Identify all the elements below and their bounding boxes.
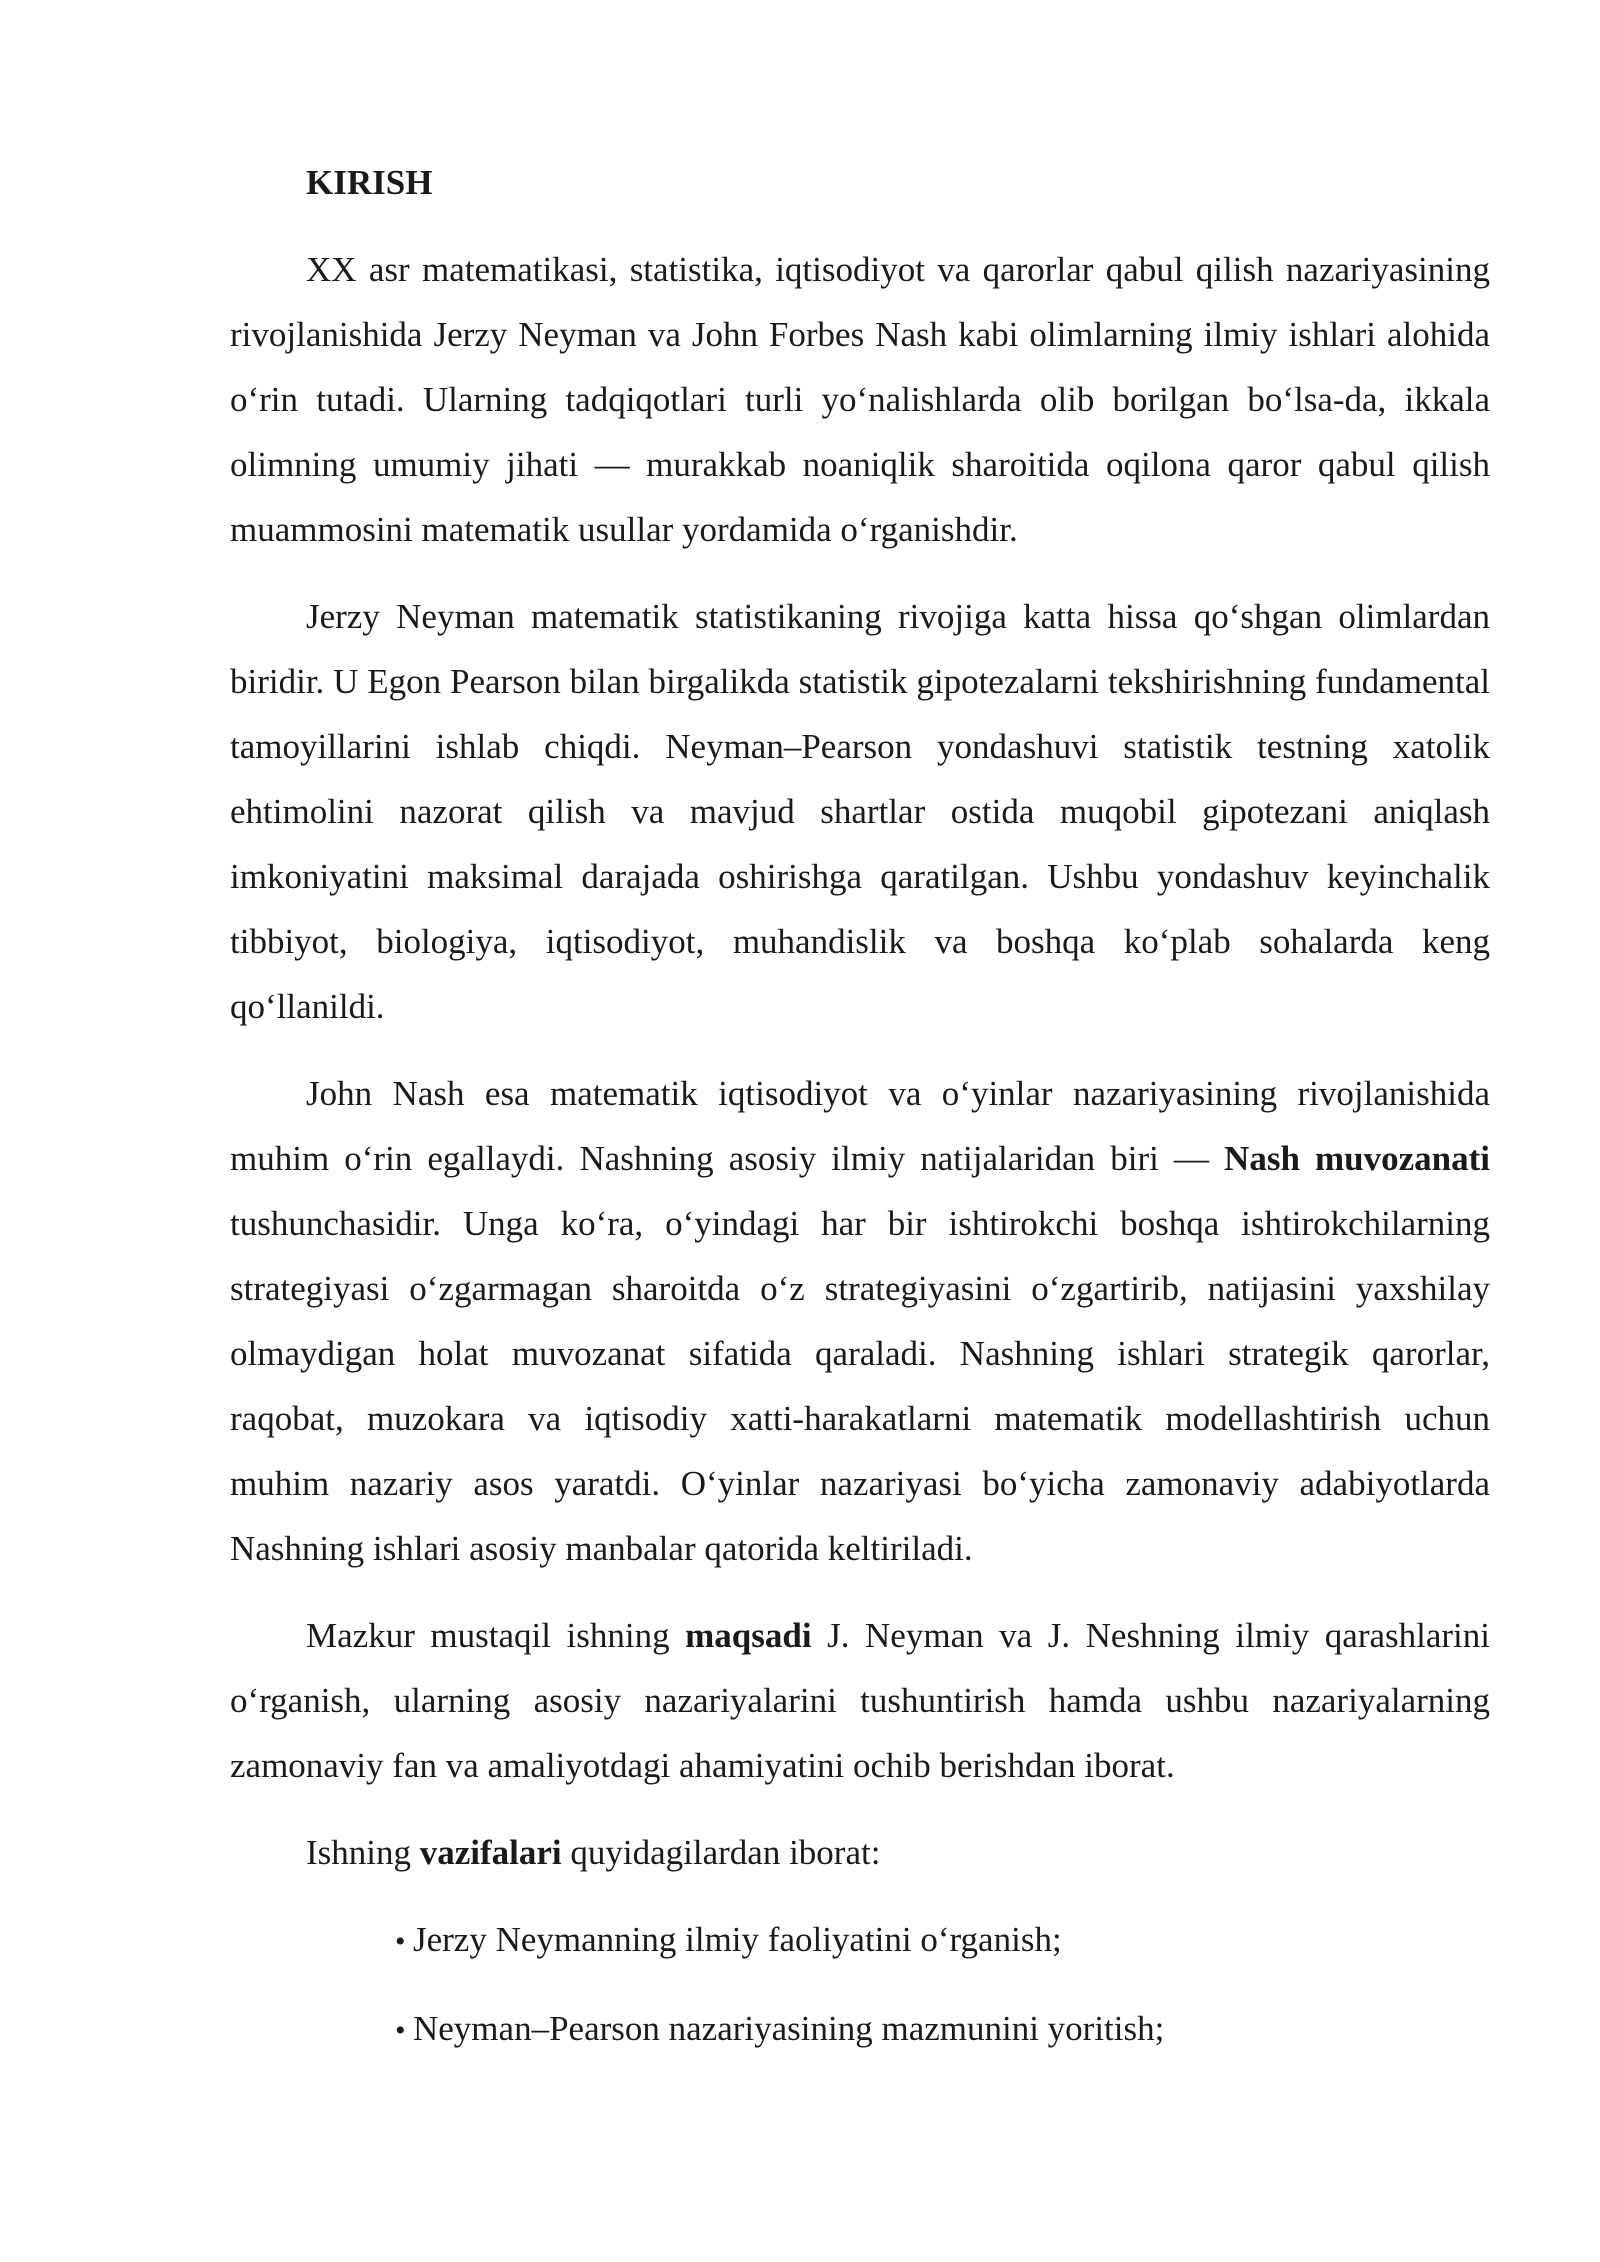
tasks-paragraph xyxy=(230,1820,1490,1885)
intro-paragraph xyxy=(230,237,1490,562)
bold-term: Nash muvozanati xyxy=(1224,1139,1490,1178)
bullet-icon: • xyxy=(395,2014,406,2047)
paragraph-text: John Nash esa matematik iqtisodiyot va o‘yinlar nazariyasining rivojlanishida muhim o‘rin egallaydi. Nashning asosiy ilmiy natijalaridan biri — xyxy=(230,1074,1490,1178)
paragraph-text: Jerzy Neyman matematik statistikaning rivojiga katta hissa qo‘shgan olimlardan biridir. U Egon Pearson bilan birgalikda statistik gipotezalarni tekshirishning fundamental tamoyillarini ishlab chiqdi. Neyman–Pearson yondashuvi statistik testning xatolik ehtimolini nazorat qilish va mavjud shartlar ostida muqobil gipotezani aniqlash imkoniyatini maksimal darajada oshirishga qaratilgan. Ushbu yondashuv keyinchalik tibbiyot, biologiya, iqtisodiyot, muhandislik va boshqa ko‘plab sohalarda keng qo‘llanildi. xyxy=(230,597,1490,1026)
bullet-icon: • xyxy=(395,1925,406,1958)
bold-term: maqsadi xyxy=(685,1616,812,1655)
nash-paragraph xyxy=(230,1061,1490,1581)
tasks-list xyxy=(230,1907,1490,2063)
paragraph-text: quyidagilardan iborat: xyxy=(561,1833,881,1872)
list-item-text: Neyman–Pearson nazariyasining mazmunini yoritish; xyxy=(413,2009,1165,2048)
paragraph-text: Mazkur mustaqil ishning xyxy=(306,1616,686,1655)
list-item xyxy=(395,1996,1490,2063)
paragraph-text: J. Neyman va J. Neshning ilmiy qarashlarini o‘rganish, ularning asosiy nazariyalarini tushuntirish hamda ushbu nazariyalarning zamonaviy fan va amaliyotdagi ahamiyatini ochib berishdan iborat. xyxy=(230,1616,1491,1785)
paragraph-text: XX asr matematikasi, statistika, iqtisodiyot va qarorlar qabul qilish nazariyasining rivojlanishida Jerzy Neyman va John Forbes Nash kabi olimlarning ilmiy ishlari alohida o‘rin tutadi. Ularning tadqiqotlari turli yo‘nalishlarda olib borilgan bo‘lsa-da, ikkala olimning umumiy jihati — murakkab noaniqlik sharoitida oqilona qaror qabul qilish muammosini matematik usullar yordamida o‘rganishdir. xyxy=(230,250,1490,549)
paragraph-text: Ishning xyxy=(306,1833,420,1872)
neyman-paragraph xyxy=(230,584,1490,1039)
goal-paragraph xyxy=(230,1603,1490,1798)
list-item xyxy=(395,1907,1490,1974)
paragraph-text: tushunchasidir. Unga ko‘ra, o‘yindagi har bir ishtirokchi boshqa ishtirokchilarning strategiyasi o‘zgarmagan sharoitda o‘z strategiyasini o‘zgartirib, natijasini yaxshilay olmaydigan holat muvozanat sifatida qaraladi. Nashning ishlari strategik qarorlar, raqobat, muzokara va iqtisodiy xatti-harakatlarni matematik modellashtirish uchun muhim nazariy asos yaratdi. O‘yinlar nazariyasi bo‘yicha zamonaviy adabiyotlarda Nashning ishlari asosiy manbalar qatorida keltiriladi. xyxy=(230,1204,1490,1568)
document-page xyxy=(230,150,1490,2085)
list-item-text: Jerzy Neymanning ilmiy faoliyatini o‘rganish; xyxy=(413,1920,1062,1959)
bold-term: vazifalari xyxy=(419,1833,562,1872)
section-heading: KIRISH xyxy=(306,163,433,202)
